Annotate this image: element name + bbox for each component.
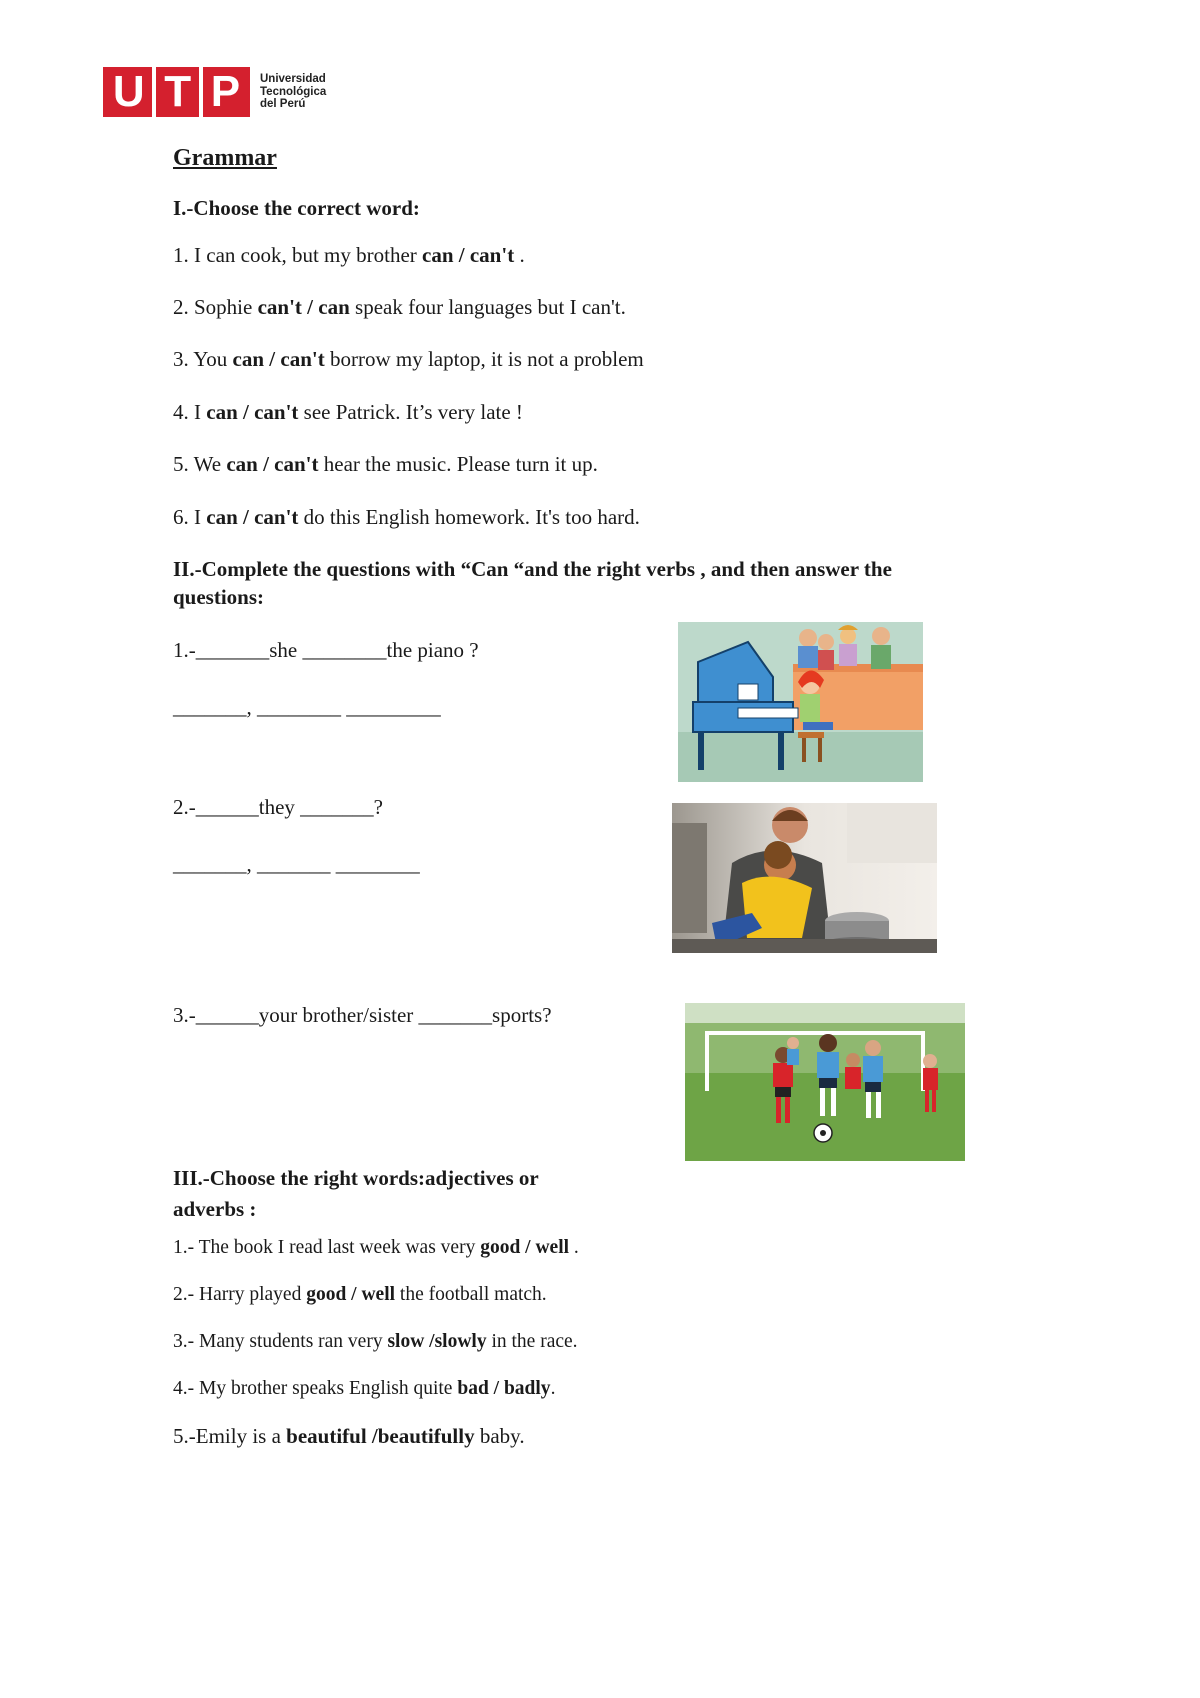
item-text: .	[550, 1378, 556, 1399]
item-text: see Patrick. It’s very late !	[298, 400, 523, 424]
logo-letter-u: U	[112, 67, 145, 116]
piano-illustration	[678, 622, 923, 782]
item-text: 5.-Emily is a	[173, 1424, 287, 1448]
section1-item	[173, 347, 644, 372]
piano-illustration-svg	[678, 622, 923, 782]
logo-separator	[199, 67, 203, 117]
item-text: baby.	[474, 1424, 525, 1448]
section3-heading-line1: III.-Choose the right words:adjectives or	[173, 1166, 539, 1190]
page-title: Grammar	[173, 145, 277, 171]
item-choice: can / can't	[206, 400, 299, 424]
item-text: 2.- Harry played	[173, 1284, 307, 1305]
section1-item	[173, 505, 640, 530]
section3-item	[173, 1424, 525, 1449]
item-text: do this English homework. It's too hard.	[298, 505, 640, 529]
question-2: 2.-______they _______?	[173, 795, 383, 819]
section1-item	[173, 243, 525, 268]
item-text: 2. Sophie	[173, 295, 258, 319]
item-choice: good / well	[306, 1284, 396, 1305]
item-text: 5. We	[173, 452, 227, 476]
section1-item	[173, 400, 523, 425]
section3-item	[173, 1237, 579, 1259]
item-choice: can / can't	[422, 243, 515, 267]
section1-item	[173, 295, 626, 320]
section3-heading-line2: adverbs :	[173, 1197, 257, 1221]
answer-1-blanks: _______, ________ _________	[173, 695, 441, 719]
section3-item	[173, 1378, 555, 1400]
question-1: 1.-_______she ________the piano ?	[173, 638, 479, 662]
logo-name-line: Universidad	[260, 73, 326, 86]
answer-2-blanks: _______, _______ ________	[173, 852, 420, 876]
logo-separator	[152, 67, 156, 117]
section2-heading-line2: questions:	[173, 585, 265, 609]
item-text: 6. I	[173, 505, 207, 529]
cooking-photo	[672, 803, 937, 953]
item-text: .	[514, 243, 525, 267]
item-choice: beautiful /beautifully	[286, 1424, 475, 1448]
section3-item	[173, 1331, 578, 1353]
question-3: 3.-______your brother/sister _______sports?	[173, 1003, 552, 1027]
section2-heading-line1: II.-Complete the questions with “Can “and the right verbs , and then answer the	[173, 557, 892, 581]
item-text: 4.- My brother speaks English quite	[173, 1378, 458, 1399]
section1-heading: I.-Choose the correct word:	[173, 196, 420, 220]
item-choice: can / can't	[226, 452, 319, 476]
item-text: 3. You	[173, 347, 233, 371]
item-choice: slow /slowly	[387, 1331, 487, 1352]
item-text: speak four languages but I can't.	[349, 295, 626, 319]
item-text: borrow my laptop, it is not a problem	[324, 347, 644, 371]
logo-box	[103, 67, 250, 117]
section3-item	[173, 1284, 547, 1306]
item-text: the football match.	[395, 1284, 547, 1305]
section3-heading	[173, 1163, 633, 1225]
logo-letter-t: T	[164, 67, 192, 116]
football-photo	[685, 1003, 965, 1161]
item-choice: can / can't	[232, 347, 325, 371]
item-choice: bad / badly	[457, 1378, 551, 1399]
item-text: 1.- The book I read last week was very	[173, 1237, 481, 1258]
section1-item	[173, 452, 598, 477]
item-choice: good / well	[480, 1237, 570, 1258]
logo-name-line: Tecnológica	[260, 85, 327, 98]
item-choice: can / can't	[206, 505, 299, 529]
item-text: in the race.	[486, 1331, 578, 1352]
logo-name-line: del Perú	[260, 98, 306, 111]
logo-name	[260, 73, 326, 111]
cooking-photo-svg	[672, 803, 937, 953]
item-text: 4. I	[173, 400, 207, 424]
football-photo-svg	[685, 1003, 965, 1161]
item-text: hear the music. Please turn it up.	[318, 452, 598, 476]
logo-letter-p: P	[210, 67, 241, 116]
item-text: .	[569, 1237, 579, 1258]
item-text: 3.- Many students ran very	[173, 1331, 388, 1352]
utp-logo	[103, 67, 326, 117]
item-text: 1. I can cook, but my brother	[173, 243, 423, 267]
item-choice: can't / can	[257, 295, 350, 319]
